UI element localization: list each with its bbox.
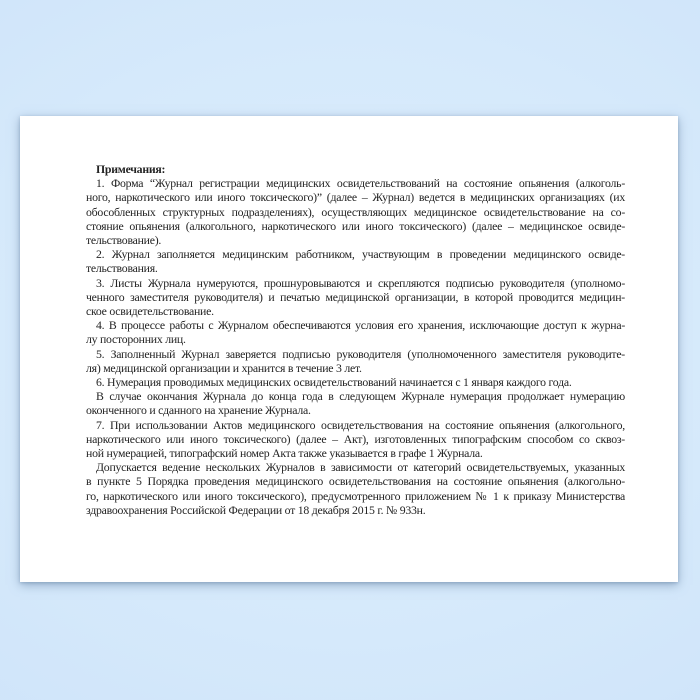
text-line: обособленных структурных подразделениях), осуществляющих медицинское освидетельствование на со- <box>86 204 625 219</box>
text-line: 1. Форма “Журнал регистрации медицинских освидетельствований на состояние опьянения (алкоголь- <box>96 176 625 191</box>
text-line: оконченного и сданного на хранение Журнала. <box>86 403 311 418</box>
text-line: стояние опьянения (алкогольного, наркотического или иного токсического) (далее – медицинское освиде- <box>86 218 625 233</box>
text-line: тельствования. <box>86 261 158 276</box>
text-line: ной нумерацией, типографский номер Акта также указывается в графе 1 Журнала. <box>86 446 483 461</box>
text-line: ля) медицинской организации и хранится в течение 3 лет. <box>86 360 362 375</box>
text-line: тельствование). <box>86 233 162 248</box>
text-line: наркотического или иного токсического) (далее – Акт), изготовленных типографским способом со сквоз- <box>86 431 625 446</box>
text-line: 5. Заполненный Журнал заверяется подписью руководителя (уполномоченного заместителя руководите- <box>96 346 625 361</box>
text-line: ного, наркотического или иного токсического)” (далее – Журнал) ведется в медицинских организациях (их <box>86 190 625 205</box>
notes-heading: Примечания: <box>96 162 166 176</box>
document-page <box>20 116 678 582</box>
text-line: здравоохранения Российской Федерации от 18 декабря 2015 г. № 933н. <box>86 502 426 517</box>
text-line: го, наркотического или иного токсического), предусмотренного приложением № 1 к приказу Министерства <box>86 488 625 503</box>
text-line: 7. При использовании Актов медицинского освидетельствования на состояние опьянения (алкогольного, <box>96 417 625 432</box>
text-line: Допускается ведение нескольких Журналов в зависимости от категорий освидетельствуемых, указанных <box>96 460 625 475</box>
text-line: лу посторонних лиц. <box>86 332 186 347</box>
text-line: 2. Журнал заполняется медицинским работником, участвующим в проведении медицинского освиде- <box>96 247 625 262</box>
text-line: 6. Нумерация проводимых медицинских освидетельствований начинается с 1 января каждого года. <box>96 375 572 390</box>
text-line: ченного заместителя руководителя) и печатью медицинской организации, в которой проводится медицин- <box>86 289 625 304</box>
notes-text-block <box>86 162 625 517</box>
text-line: ское освидетельствование. <box>86 304 214 319</box>
text-line: 3. Листы Журнала нумеруются, прошнуровываются и скрепляются подписью руководителя (уполномо- <box>96 275 625 290</box>
text-line: В случае окончания Журнала до конца года в следующем Журнале нумерация продолжает нумерацию <box>96 389 625 404</box>
text-line: 4. В процессе работы с Журналом обеспечиваются условия его хранения, исключающие доступ к журна- <box>96 318 625 333</box>
text-line: в пункте 5 Порядка проведения медицинского освидетельствования на состояние опьянения (алкогольно- <box>86 474 625 489</box>
